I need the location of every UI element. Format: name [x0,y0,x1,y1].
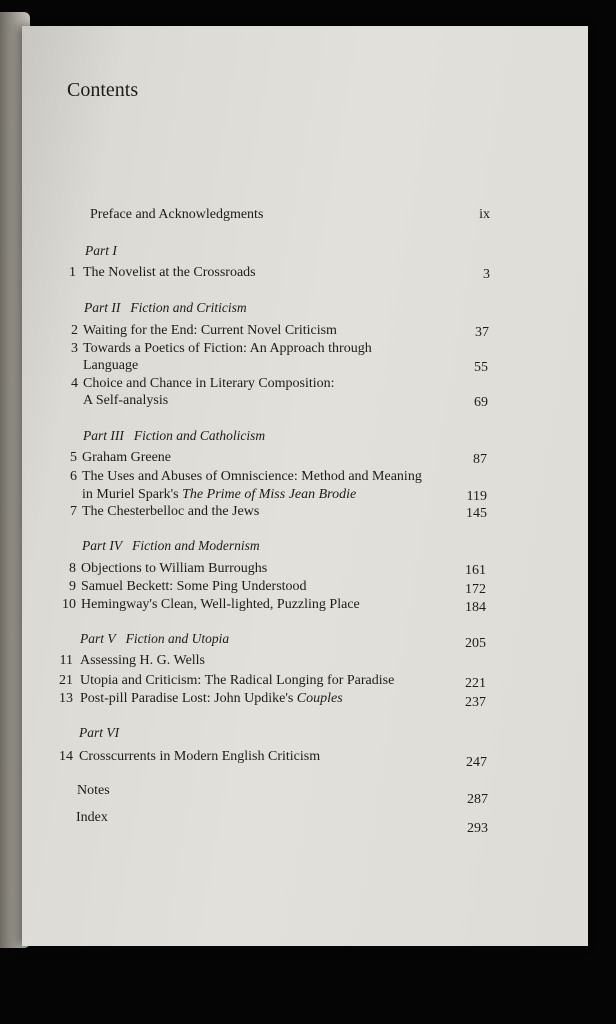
chapter-title: Objections to William Burroughs [81,561,268,576]
part-heading: Part VI [79,725,120,740]
chapter-number: 7 [70,504,77,519]
chapter-number: 14 [59,749,73,764]
chapter-page: 161 [465,563,486,578]
chapter-title: The Uses and Abuses of Omniscience: Method and Meaning [82,469,422,484]
chapter-number: 11 [59,653,73,668]
chapter-page: 69 [474,395,488,410]
part-heading: Part IV Fiction and Modernism [82,538,260,553]
part-heading: Part III Fiction and Catholicism [83,428,266,443]
chapter-title: Towards a Poetics of Fiction: An Approach through [83,341,372,356]
chapter-title: Graham Greene [82,450,172,465]
part-heading: Part II Fiction and Criticism [84,300,247,315]
chapter-title-continued: Language [83,358,139,373]
chapter-title-continued: A Self-analysis [83,393,169,408]
chapter-title: Crosscurrents in Modern English Criticism [79,749,321,764]
part-page: 205 [465,636,486,651]
chapter-title: The Novelist at the Crossroads [83,265,256,280]
chapter-page: 87 [473,452,487,467]
index-label: Index [76,810,108,825]
chapter-page: 221 [465,676,486,691]
chapter-title: Choice and Chance in Literary Composition: [83,376,335,391]
chapter-number: 4 [71,376,78,391]
notes-label: Notes [77,783,110,798]
chapter-number: 2 [71,323,78,338]
chapter-title: Assessing H. G. Wells [80,653,206,668]
chapter-title: Hemingway's Clean, Well-lighted, Puzzling Place [81,597,360,612]
part-heading: Part V Fiction and Utopia [80,631,230,646]
part-heading: Part I [85,243,117,258]
notes-page: 287 [467,792,488,807]
chapter-title: Samuel Beckett: Some Ping Understood [81,579,307,594]
chapter-title: The Chesterbelloc and the Jews [82,504,260,519]
chapter-page: 3 [483,267,490,282]
preface-label: Preface and Acknowledgments [90,207,264,222]
book-title: Couples [296,691,343,706]
chapter-page: 37 [475,325,489,340]
chapter-page: 119 [466,489,487,504]
chapter-page: 145 [466,506,487,521]
contents-page [22,26,588,946]
preface-page: ix [479,207,490,222]
chapter-page: 237 [465,695,486,710]
chapter-page: 247 [466,755,487,770]
book-title: The Prime of Miss Jean Brodie [182,487,357,502]
chapter-title: Waiting for the End: Current Novel Criticism [83,323,337,338]
chapter-title: Post-pill Paradise Lost: John Updike's Couples [80,691,343,706]
chapter-number: 1 [69,265,76,280]
chapter-number: 10 [62,597,76,612]
chapter-page: 184 [465,600,486,615]
chapter-number: 21 [59,673,73,688]
chapter-number: 6 [70,469,77,484]
chapter-number: 3 [71,341,78,356]
chapter-number: 13 [59,691,73,706]
chapter-number: 8 [69,561,76,576]
chapter-title: Utopia and Criticism: The Radical Longing for Paradise [80,673,395,688]
chapter-title-continued: in Muriel Spark's The Prime of Miss Jean Brodie [82,487,357,502]
chapter-page: 172 [465,582,486,597]
page-title: Contents [67,79,139,101]
index-page: 293 [467,821,488,836]
chapter-page: 55 [474,360,488,375]
chapter-number: 9 [69,579,76,594]
chapter-number: 5 [70,450,77,465]
